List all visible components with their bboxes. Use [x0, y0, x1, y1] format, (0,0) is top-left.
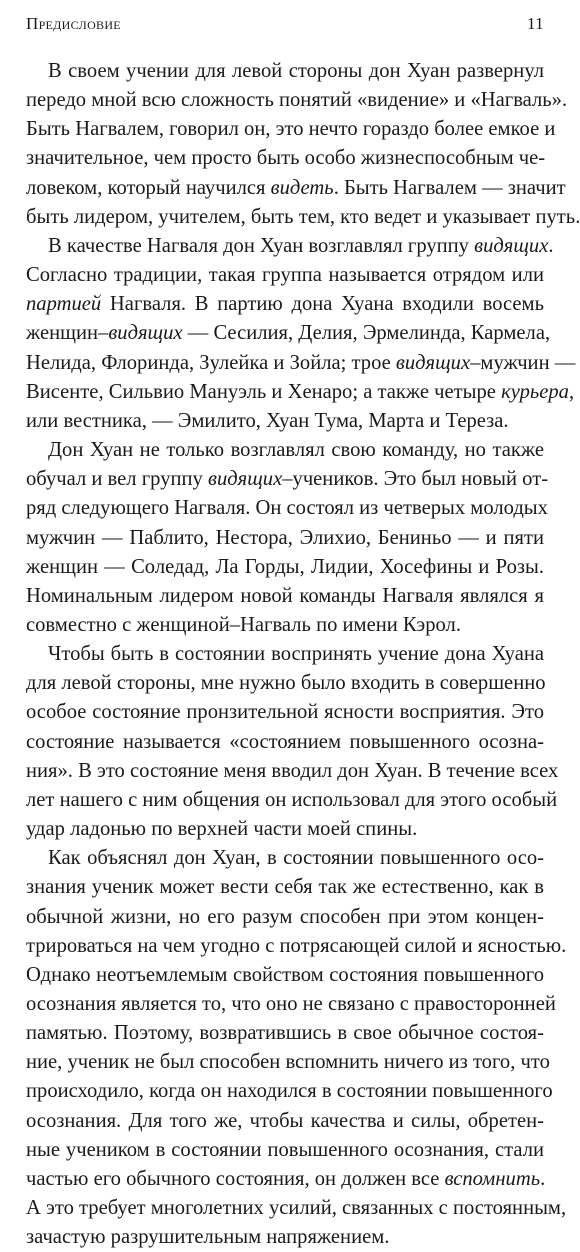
text-run: ловеком, который научился — [26, 176, 271, 199]
body-text — [26, 57, 580, 1252]
text-run: происходило, когда он находился в состоянии повышенного — [26, 1080, 553, 1103]
text-run: –мужчин — — [470, 351, 576, 374]
text-run: передо мной всю сложность понятий «видение» и «Нагваль». — [26, 89, 568, 112]
text-run: , — [568, 380, 575, 403]
text-run: Как объяснял дон Хуан, в состоянии повышенного осо- — [48, 847, 544, 870]
text-line — [26, 1223, 544, 1252]
text-line — [26, 290, 544, 319]
text-run: женщин — Соледад, Ла Горды, Лидии, Хосефины и Розы. — [26, 555, 544, 578]
text-run: В качестве Нагваля дон Хуан возглавлял группу — [48, 234, 475, 257]
text-line — [26, 144, 544, 173]
italic-text: вспомнить — [444, 1167, 541, 1190]
text-run: мужчин — Паблито, Нестора, Элихио, Бениньо — и пяти — [26, 526, 544, 549]
paragraph — [26, 640, 559, 844]
text-line — [26, 494, 548, 523]
text-line — [26, 319, 551, 348]
text-run: особое состояние пронзительной ясности восприятия. Это — [26, 701, 544, 724]
text-line — [26, 903, 544, 932]
text-line — [26, 728, 544, 757]
text-line — [26, 349, 576, 378]
text-line — [26, 436, 544, 465]
text-line — [26, 582, 544, 611]
text-run: памятью. Поэтому, возвратившись в свое обычное состоя- — [26, 1022, 544, 1045]
text-run: Чтобы быть в состоянии воспринять учение дона Хуана — [48, 643, 544, 666]
text-run: быть лидером, учителем, быть тем, кто ведет и указывает путь. — [26, 205, 580, 228]
text-line — [26, 553, 544, 582]
text-line — [26, 815, 544, 844]
text-run: ние, ученик не был способен вспомнить ничего из того, что — [26, 1051, 550, 1074]
text-line — [26, 990, 556, 1019]
text-run: лет нашего с ним общения он использовал для этого особый — [26, 788, 558, 811]
text-line — [26, 932, 567, 961]
text-run: Однако неотъемлемым свойством состояния повышенного — [26, 963, 544, 986]
text-line — [26, 757, 559, 786]
text-line — [26, 465, 549, 494]
text-run: Согласно традиции, такая группа называется отрядом или — [26, 264, 544, 287]
text-run: — Сесилия, Делия, Эрмелинда, Кармела, — [182, 322, 551, 345]
text-run: трироваться на чем угодно с потрясающей силой и ясностью. — [26, 934, 567, 957]
italic-text: видящих — [108, 322, 183, 345]
text-run: удар ладонью по верхней части моей спины. — [26, 818, 418, 841]
text-run: Дон Хуан не только возглавлял свою команду, но также — [48, 439, 544, 462]
italic-text: видеть — [270, 176, 334, 199]
text-run: осознания. Для того же, чтобы качества и силы, обретен- — [26, 1109, 544, 1132]
text-line — [26, 1107, 544, 1136]
text-run: осознания является то, что оно не связано с правосторонней — [26, 993, 556, 1015]
text-run: . Быть Нагвалем — значит — [333, 176, 566, 199]
running-header — [26, 14, 544, 38]
text-run: или вестника, — Эмилито, Хуан Тума, Марта и Тереза. — [26, 409, 509, 432]
text-line — [26, 640, 544, 669]
text-line — [26, 698, 544, 727]
text-run: зачастую разрушительным напряжением. — [26, 1226, 390, 1249]
text-run: ния». В это состояние меня вводил дон Хуан. В течение всех — [26, 759, 559, 782]
text-run: обучал и вел группу — [26, 468, 208, 491]
text-line — [26, 524, 544, 553]
text-line — [26, 873, 544, 902]
italic-text: курьера — [501, 380, 569, 403]
text-line — [26, 1019, 544, 1048]
italic-text: партией — [26, 293, 102, 316]
italic-text: видящих — [208, 468, 283, 491]
text-line — [26, 57, 544, 86]
text-run: значительное, чем просто быть особо жизнеспособным че- — [26, 147, 546, 170]
text-line — [26, 669, 544, 698]
text-run: ряд следующего Нагваля. Он состоял из четверых молодых — [26, 497, 548, 520]
text-run: обычной жизни, но его разум способен при этом концен- — [26, 905, 544, 928]
text-run: знания ученик может вести себя так же естественно, как в — [26, 876, 544, 899]
running-title: Предисловие — [26, 14, 121, 33]
paragraph — [26, 844, 567, 1252]
paragraph — [26, 232, 576, 436]
text-run: . — [540, 1167, 546, 1190]
text-line — [26, 1048, 550, 1077]
text-line — [26, 203, 580, 232]
text-run: для левой стороны, мне нужно было входить в совершенно — [26, 672, 546, 695]
text-line — [26, 174, 566, 203]
text-run: А это требует многолетних усилий, связанных с постоянным, — [26, 1197, 567, 1220]
text-run: женщин– — [26, 322, 109, 345]
text-line — [26, 1077, 553, 1106]
text-run: Быть Нагвалем, говорил он, это нечто гораздо более емкое и — [26, 118, 556, 141]
text-run: . — [548, 234, 554, 257]
paragraph — [26, 436, 549, 640]
text-line — [26, 1194, 567, 1223]
italic-text: видящих — [395, 351, 471, 374]
text-run: Нагваля. В партию дона Хуана входили восемь — [101, 293, 544, 316]
text-run: Висенте, Сильвио Мануэль и Хенаро; а также четыре — [26, 380, 502, 403]
text-run: частью его обычного состояния, он должен все — [26, 1167, 445, 1190]
text-line — [26, 378, 575, 407]
text-line — [26, 232, 554, 261]
text-line — [26, 261, 544, 290]
text-line — [26, 407, 544, 436]
paragraph — [26, 57, 580, 232]
text-run: В своем учении для левой стороны дон Хуан развернул — [48, 60, 544, 82]
text-run: Номинальным лидером новой команды Нагваля являлся я — [26, 584, 544, 607]
text-run: Нелида, Флоринда, Зулейка и Зойла; трое — [26, 351, 396, 374]
text-run: совместно с женщиной–Нагваль по имени Кэрол. — [26, 613, 461, 636]
text-line — [26, 1165, 544, 1194]
text-line — [26, 611, 544, 640]
text-line — [26, 844, 544, 873]
text-run: ные учеником в состоянии повышенного осознания, стали — [26, 1138, 544, 1161]
text-run: –учеников. Это был новый от- — [282, 468, 549, 491]
italic-text: видящих — [474, 234, 549, 257]
text-line — [26, 115, 556, 144]
text-line — [26, 86, 568, 115]
text-line — [26, 961, 544, 990]
text-run: состояние называется «состоянием повышенного осозна- — [26, 730, 544, 753]
page-number: 11 — [527, 14, 544, 33]
text-line — [26, 786, 558, 815]
text-line — [26, 1136, 544, 1165]
